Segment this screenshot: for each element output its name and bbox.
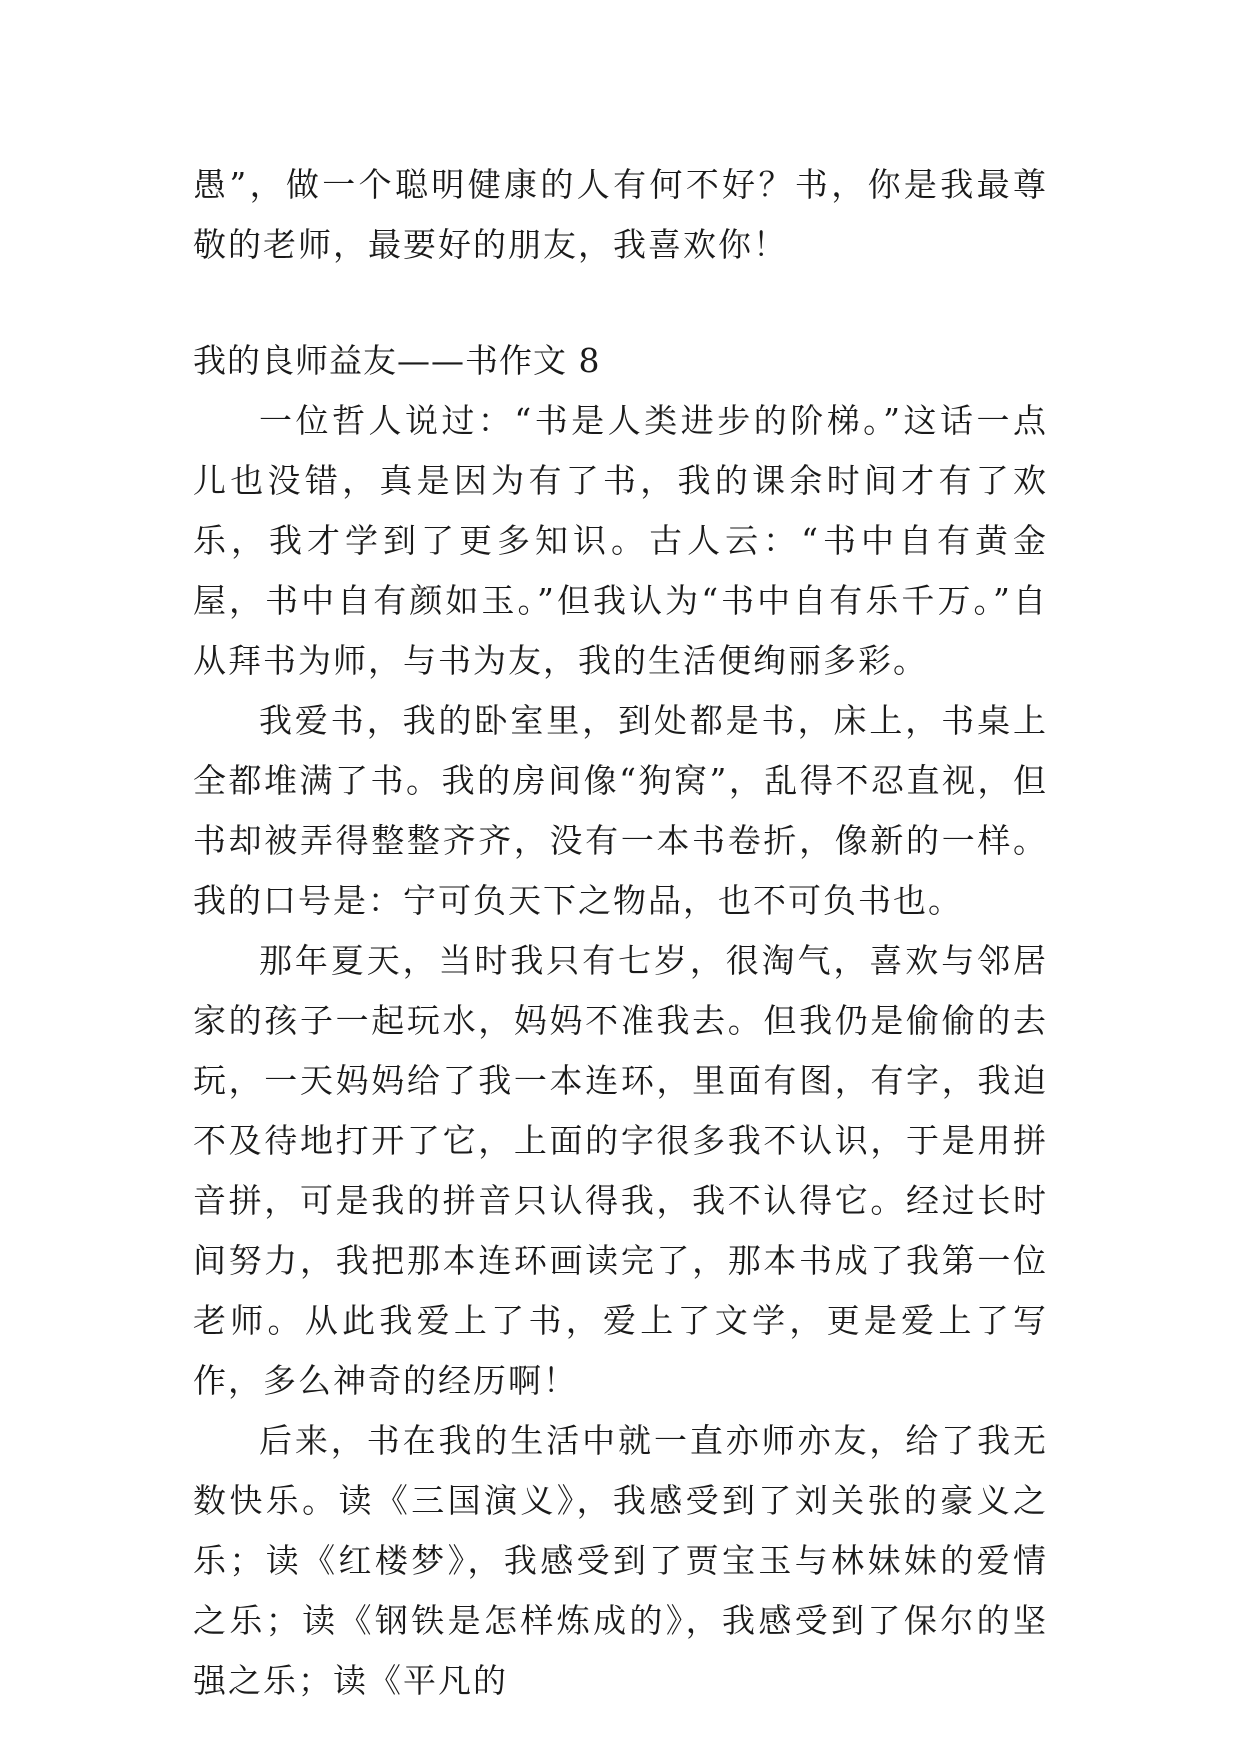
essay-paragraph: 我爱书，我的卧室里，到处都是书，床上，书桌上全都堆满了书。我的房间像“狗窝”，乱得不忍直视，但书却被弄得整整齐齐，没有一本书卷折，像新的一样。我的口号是：宁可负天下之物品，也不可负书也。 [193,701,1048,920]
essay-title: 我的良师益友——书作文 8 [193,341,601,380]
essay-paragraph: 后来，书在我的生活中就一直亦师亦友，给了我无数快乐。读《三国演义》，我感受到了刘关张的豪义之乐；读《红楼梦》，我感受到了贾宝玉与林妹妹的爱情之乐；读《钢铁是怎样炼成的》，我感受到了保尔的坚强之乐；读《平凡的 [193,1421,1048,1700]
continuation-paragraph: 愚”，做一个聪明健康的人有何不好？书，你是我最尊敬的老师，最要好的朋友，我喜欢你！ [193,165,1048,264]
essay-section [193,331,1048,1711]
essay-paragraph: 一位哲人说过：“书是人类进步的阶梯。”这话一点儿也没错，真是因为有了书，我的课余时间才有了欢乐，我才学到了更多知识。古人云：“书中自有黄金屋，书中自有颜如玉。”但我认为“书中自有乐千万。”自从拜书为师，与书为友，我的生活便绚丽多彩。 [193,401,1048,680]
essay-paragraph: 那年夏天，当时我只有七岁，很淘气，喜欢与邻居家的孩子一起玩水，妈妈不准我去。但我仍是偷偷的去玩，一天妈妈给了我一本连环，里面有图，有字，我迫不及待地打开了它，上面的字很多我不认识，于是用拼音拼，可是我的拼音只认得我，我不认得它。经过长时间努力，我把那本连环画读完了，那本书成了我第一位老师。从此我爱上了书，爱上了文学，更是爱上了写作，多么神奇的经历啊！ [193,941,1048,1400]
previous-essay-ending [193,155,1048,275]
